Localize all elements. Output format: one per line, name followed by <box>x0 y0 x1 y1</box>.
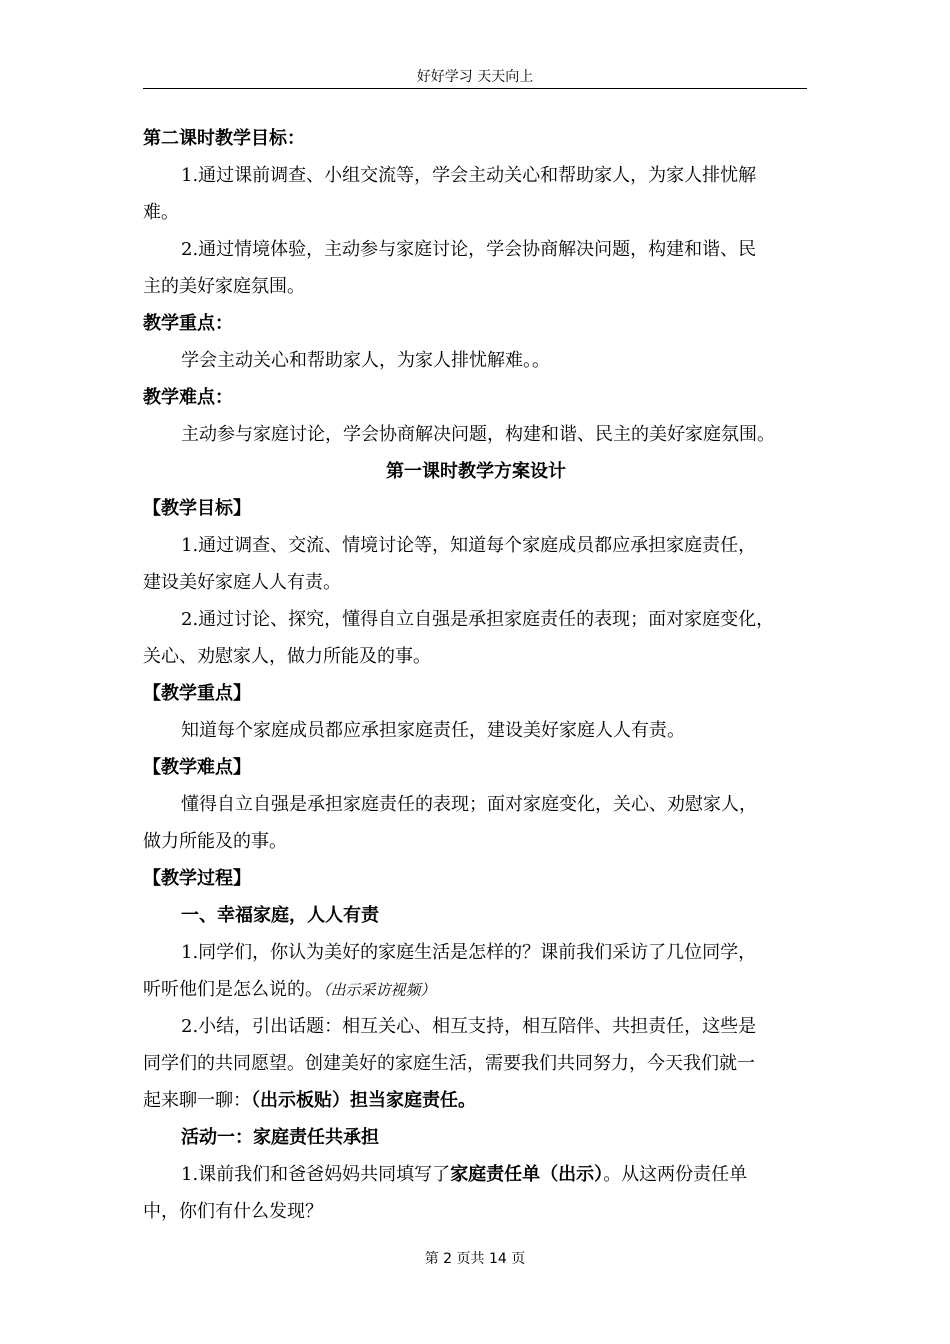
paragraph: 1.通过课前调查、小组交流等，学会主动关心和帮助家人，为家人排忧解 <box>181 165 757 186</box>
paragraph: 做力所能及的事。 <box>143 831 287 852</box>
paragraph: 主动参与家庭讨论，学会协商解决问题，构建和谐、民主的美好家庭氛围。 <box>181 424 775 445</box>
text-run: 起来聊一聊： <box>143 1090 251 1111</box>
page-header: 好好学习 天天向上 <box>416 69 534 85</box>
paragraph: 知道每个家庭成员都应承担家庭责任，建设美好家庭人人有责。 <box>181 720 685 741</box>
paragraph: 建设美好家庭人人有责。 <box>143 572 341 593</box>
section-title: 第一课时教学方案设计 <box>386 461 566 482</box>
heading-key-points: 教学重点： <box>143 313 233 334</box>
heading-difficulties-2: 【教学难点】 <box>143 757 251 778</box>
paragraph: 同学们的共同愿望。创建美好的家庭生活，需要我们共同努力，今天我们就一 <box>143 1053 755 1074</box>
board-note: （出示板贴）担当家庭责任。 <box>251 1090 476 1111</box>
text-run: 听听他们是怎么说的。 <box>143 979 323 1000</box>
paragraph: 难。 <box>143 202 179 223</box>
header-rule <box>143 88 807 89</box>
paragraph: 关心、劝慰家人，做力所能及的事。 <box>143 646 431 667</box>
document-body <box>143 120 809 1230</box>
paragraph: 1.通过调查、交流、情境讨论等，知道每个家庭成员都应承担家庭责任， <box>181 535 757 556</box>
stage-note: （出示采访视频） <box>323 981 436 999</box>
text-run: 。从这两份责任单 <box>603 1164 748 1185</box>
text-run-bold: （出示） <box>540 1164 604 1185</box>
text-run-bold: 家庭责任单 <box>450 1164 541 1185</box>
paragraph: 学会主动关心和帮助家人，为家人排忧解难。。 <box>181 350 550 371</box>
paragraph: 2.小结，引出话题：相互关心、相互支持，相互陪伴、共担责任，这些是 <box>181 1016 757 1037</box>
subheading: 活动一：家庭责任共承担 <box>181 1127 379 1148</box>
page-footer: 第 2 页共 14 页 <box>424 1251 526 1267</box>
heading-key-points-2: 【教学重点】 <box>143 683 251 704</box>
heading-lesson2-objectives: 第二课时教学目标： <box>143 128 305 149</box>
paragraph: 1.同学们，你认为美好的家庭生活是怎样的？课前我们采访了几位同学， <box>181 942 757 963</box>
paragraph: 懂得自立自强是承担家庭责任的表现；面对家庭变化，关心、劝慰家人， <box>181 794 757 815</box>
heading-difficulties: 教学难点： <box>143 387 233 408</box>
paragraph <box>143 1156 809 1193</box>
paragraph: 中，你们有什么发现？ <box>143 1201 323 1222</box>
paragraph: 2.通过讨论、探究，懂得自立自强是承担家庭责任的表现；面对家庭变化， <box>181 609 775 630</box>
heading-objectives: 【教学目标】 <box>143 498 251 519</box>
paragraph <box>143 971 809 1008</box>
paragraph: 主的美好家庭氛围。 <box>143 276 305 297</box>
paragraph: 2.通过情境体验，主动参与家庭讨论，学会协商解决问题，构建和谐、民 <box>181 239 757 260</box>
text-run: 1.课前我们和爸爸妈妈共同填写了 <box>181 1164 451 1185</box>
subheading: 一、幸福家庭，人人有责 <box>181 905 379 926</box>
paragraph <box>143 1082 809 1119</box>
heading-process: 【教学过程】 <box>143 868 251 889</box>
